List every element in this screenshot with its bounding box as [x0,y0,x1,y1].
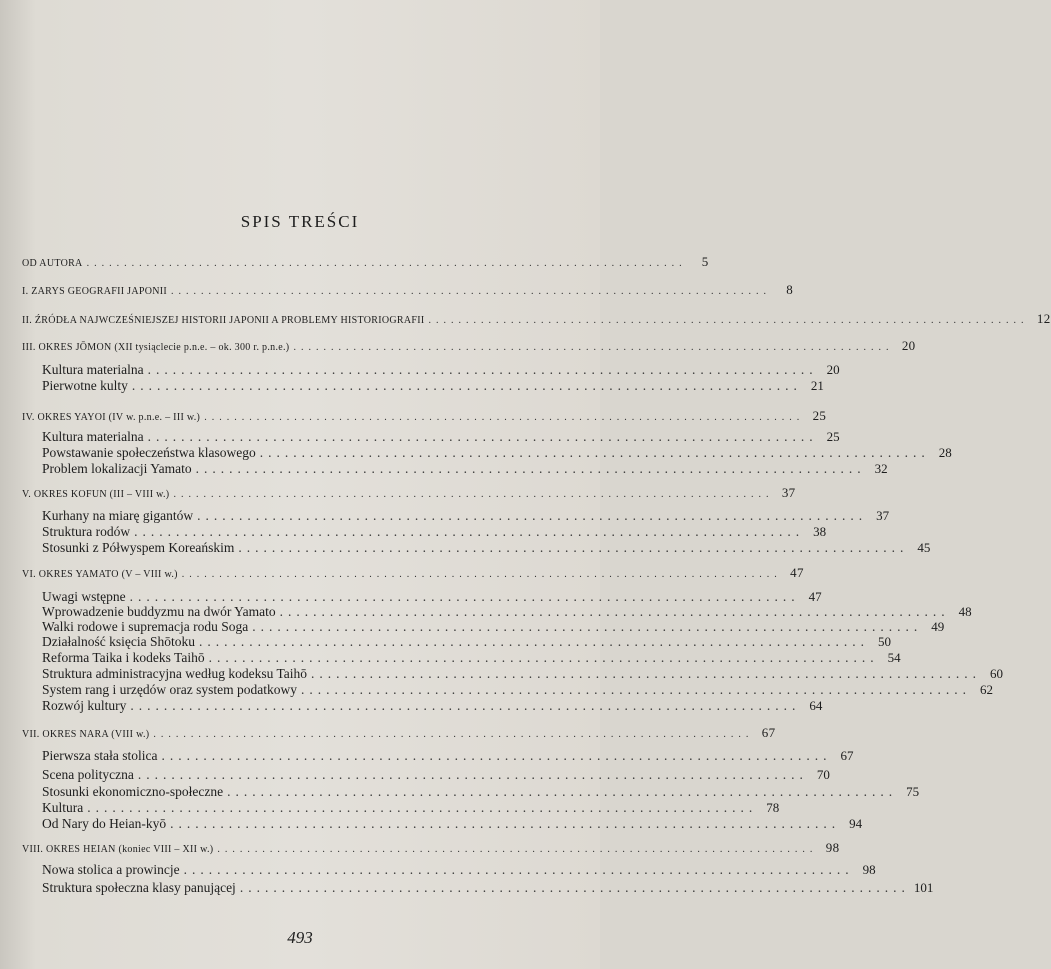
toc-section-entry [42,461,888,477]
entry-label [42,619,248,635]
entry-page-number: 47 [790,565,804,580]
entry-page-number: 98 [862,862,876,877]
toc-section-entry [42,540,931,556]
entry-label [42,862,180,878]
entry-title: VI. OKRES YAMATO [22,569,119,580]
entry-title: Stosunki ekonomiczno-społeczne [42,784,224,799]
entry-page-number: 12 [1036,311,1051,326]
entry-title: Od Nary do Heian-kyō [42,816,167,831]
entry-period: (V – VIII w.) [118,569,178,580]
toc-chapter-entry [22,725,776,741]
toc-section-entry [42,748,854,764]
entry-title: Wprowadzenie buddyzmu na dwór Yamato [42,604,276,619]
entry-label [22,569,178,580]
entry-page-number: 67 [840,748,854,763]
entry-title: Scena polityczna [42,767,134,782]
entry-page-number: 98 [825,840,840,855]
dot-leader: ................................................................................ [181,569,782,580]
entry-label [22,412,200,423]
dot-leader: ................................................................................ [279,604,950,619]
entry-title: Struktura rodów [42,524,131,539]
dot-leader: ................................................................................ [238,540,909,555]
entry-label [42,748,157,764]
entry-page-number: 78 [766,800,780,815]
toc-section-entry [42,445,952,461]
dot-leader: ................................................................................ [208,650,879,665]
dot-leader: ................................................................................ [252,619,923,634]
dot-leader: ................................................................................ [173,489,774,500]
toc-chapter-entry [22,282,794,298]
entry-page-number: 20 [901,338,916,353]
entry-page-number: 5 [701,254,709,269]
toc-section-entry [42,800,780,816]
entry-title: Rozwój kultury [42,698,127,713]
dot-leader: ................................................................................ [227,784,898,799]
dot-leader: ................................................................................ [161,748,832,763]
entry-title: IV. OKRES YAYOI [22,412,106,423]
dot-leader: ................................................................................ [147,429,818,444]
toc-section-entry [42,698,823,714]
entry-period: (VIII w.) [108,729,150,740]
dot-leader: ................................................................................ [259,445,930,460]
entry-page-number: 48 [958,604,972,619]
entry-page-number: 25 [812,408,827,423]
entry-title: Walki rodowe i supremacja rodu Soga [42,619,249,634]
entry-title: Pierwsza stała stolica [42,748,158,763]
entry-title: Działalność księcia Shōtoku [42,634,195,649]
entry-title: Powstawanie społeczeństwa klasowego [42,445,256,460]
entry-label [42,634,195,650]
dot-leader: ................................................................................ [153,729,754,740]
entry-page-number: 60 [990,666,1004,681]
entry-title: II. ŹRÓDŁA NAJWCZEŚNIEJSZEJ HISTORII JAPONII A PROBLEMY HISTORIOGRAFII [22,315,425,326]
entry-title: Kultura materialna [42,429,144,444]
toc-section-entry [42,362,840,378]
dot-leader: ................................................................................ [217,844,818,855]
entry-title: Problem lokalizacji Yamato [42,461,192,476]
toc-section-entry [42,619,945,635]
dot-leader: ................................................................................ [86,258,687,269]
entry-page-number: 32 [874,461,888,476]
entry-title: OD AUTORA [22,258,83,269]
entry-label [22,489,169,500]
entry-title: Struktura społeczna klasy panującej [42,880,236,895]
entry-page-number: 28 [938,445,952,460]
toc-section-entry [42,650,901,666]
entry-label [42,800,83,816]
entry-title: VIII. OKRES HEIAN [22,844,116,855]
entry-page-number: 47 [808,589,822,604]
toc-chapter-entry [22,338,916,354]
toc-section-entry [42,634,891,650]
dot-leader: ................................................................................ [147,362,818,377]
entry-title: Nowa stolica a prowincje [42,862,180,877]
entry-label [22,315,425,326]
entry-period: (koniec VIII – XII w.) [115,844,214,855]
entry-label [42,650,205,666]
toc-chapter-entry [22,485,796,501]
entry-title: Kurhany na miarę gigantów [42,508,194,523]
entry-title: I. ZARYS GEOGRAFII JAPONII [22,286,168,297]
toc-section-entry [42,880,934,896]
dot-leader: ................................................................................ [293,342,894,353]
dot-leader: ................................................................................ [129,589,800,604]
entry-period: (IV w. p.n.e. – III w.) [105,412,201,423]
entry-title: Kultura [42,800,84,815]
entry-page-number: 45 [917,540,931,555]
dot-leader: ................................................................................ [197,508,868,523]
entry-label [42,767,134,783]
entry-label [42,524,130,540]
toc-section-entry [42,589,822,605]
dot-leader: ................................................................................ [428,315,1029,326]
dot-leader: ................................................................................ [171,286,772,297]
toc-chapter-entry [22,408,827,424]
entry-label [42,461,192,477]
entry-label [42,698,126,714]
toc-chapter-entry [22,565,804,581]
entry-label [42,540,234,556]
toc-section-entry [42,784,920,800]
toc-section-entry [42,508,890,524]
entry-label [22,729,149,740]
entry-title: Struktura administracyjna według kodeksu Taihō [42,666,308,681]
entry-page-number: 54 [887,650,901,665]
entry-page-number: 38 [813,524,827,539]
entry-period: (XII tysiąclecie p.n.e. – ok. 300 r. p.n.e.) [111,342,290,353]
toc-section-entry [42,816,863,832]
entry-page-number: 64 [809,698,823,713]
entry-title: III. OKRES JŌMON [22,342,112,353]
entry-label [42,816,166,832]
toc-section-entry [42,378,824,394]
toc-section-entry [42,862,876,878]
toc-section-entry [42,682,993,698]
entry-title: VII. OKRES NARA [22,729,109,740]
entry-label [22,844,213,855]
entry-title: Pierwotne kulty [42,378,128,393]
entry-title: Stosunki z Półwyspem Koreańskim [42,540,235,555]
toc-chapter-entry [22,311,1051,327]
entry-label [42,378,128,394]
entry-page-number: 50 [877,634,891,649]
entry-label [42,784,223,800]
entry-title: Reforma Taika i kodeks Taihō [42,650,205,665]
entry-label [42,362,144,378]
dot-leader: ................................................................................ [311,666,982,681]
entry-label [42,682,297,698]
entry-label [42,445,256,461]
dot-leader: ................................................................................ [204,412,805,423]
entry-label [42,604,276,620]
entry-label [42,880,236,896]
entry-title: System rang i urzędów oraz system podatkowy [42,682,297,697]
entry-page-number: 62 [979,682,993,697]
dot-leader: ................................................................................ [239,880,910,895]
entry-label [42,666,307,682]
entry-page-number: 67 [761,725,776,740]
entry-page-number: 21 [810,378,824,393]
dot-leader: ................................................................................ [183,862,854,877]
entry-page-number: 25 [826,429,840,444]
entry-label [22,286,167,297]
entry-label [22,342,289,353]
entry-page-number: 75 [906,784,920,799]
dot-leader: ................................................................................ [134,524,805,539]
entry-label [22,258,83,269]
dot-leader: ................................................................................ [300,682,971,697]
dot-leader: ................................................................................ [131,378,802,393]
toc-chapter-entry [22,254,709,270]
entry-page-number: 8 [786,282,794,297]
entry-page-number: 20 [826,362,840,377]
entry-page-number: 101 [913,880,934,895]
dot-leader: ................................................................................ [137,767,808,782]
entry-page-number: 70 [816,767,830,782]
entry-page-number: 94 [849,816,863,831]
page-title: SPIS TREŚCI [240,212,360,231]
toc-section-entry [42,767,830,783]
toc-section-entry [42,666,1004,682]
entry-page-number: 37 [876,508,890,523]
dot-leader: ................................................................................ [195,461,866,476]
entry-label [42,429,144,445]
page-number: 493 [287,928,313,947]
entry-page-number: 49 [931,619,945,634]
dot-leader: ................................................................................ [198,634,869,649]
toc-section-entry [42,429,840,445]
entry-title: Kultura materialna [42,362,144,377]
toc-chapter-entry [22,840,840,856]
toc-section-entry [42,604,972,620]
entry-label [42,589,126,605]
dot-leader: ................................................................................ [87,800,758,815]
entry-page-number: 37 [781,485,796,500]
entry-period: (III – VIII w.) [106,489,170,500]
entry-title: Uwagi wstępne [42,589,126,604]
entry-label [42,508,193,524]
toc-section-entry [42,524,827,540]
dot-leader: ................................................................................ [170,816,841,831]
entry-title: V. OKRES KOFUN [22,489,107,500]
dot-leader: ................................................................................ [130,698,801,713]
